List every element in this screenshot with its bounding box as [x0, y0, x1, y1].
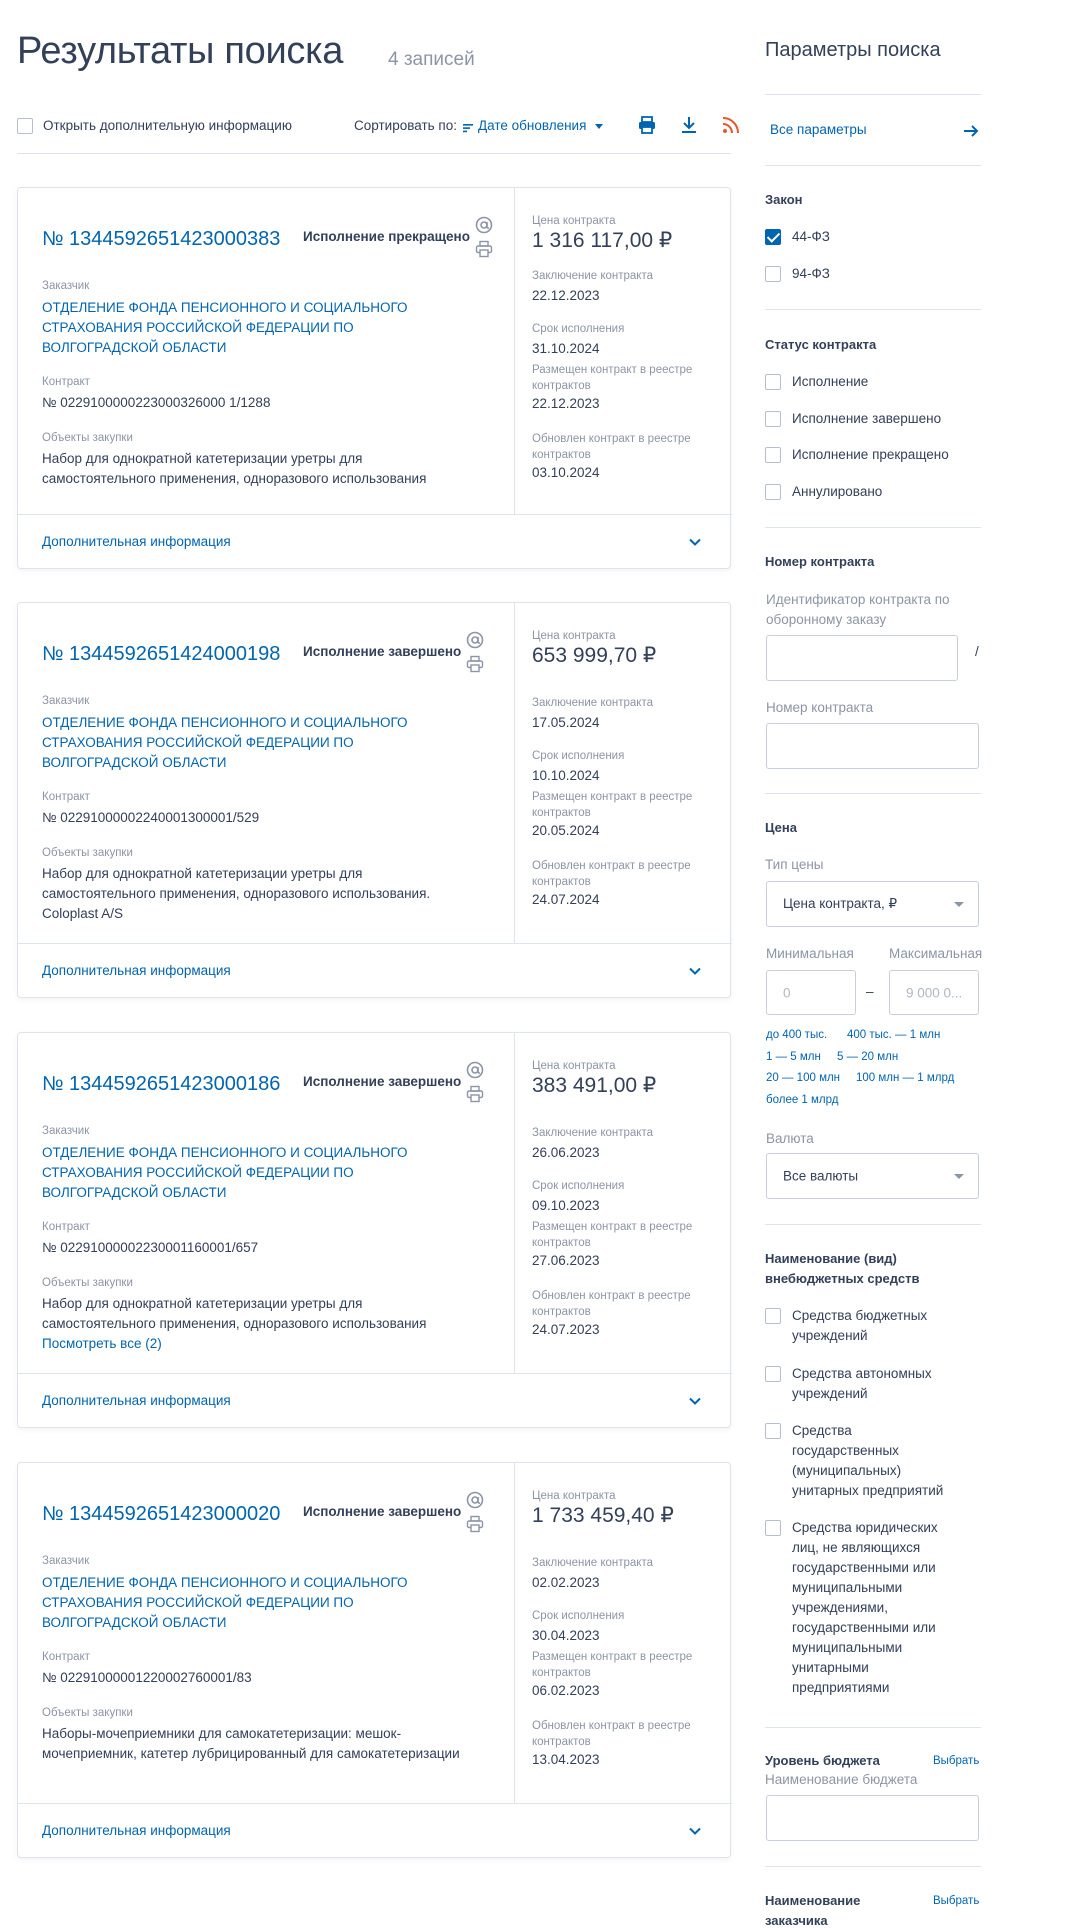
- all-params-link[interactable]: Все параметры: [770, 122, 867, 137]
- print-icon[interactable]: [475, 240, 493, 258]
- funds-option: Средства бюджетных учреждений: [792, 1308, 928, 1343]
- chevron-down-icon[interactable]: [688, 964, 702, 978]
- min-price-placeholder: 0: [783, 985, 791, 1000]
- price-value: 1 316 117,00 ₽: [532, 229, 673, 252]
- max-price-input[interactable]: [889, 970, 979, 1015]
- more-info-toggle[interactable]: Дополнительная информация: [42, 1393, 231, 1408]
- chevron-down-icon[interactable]: [688, 1824, 702, 1838]
- status-option: Исполнение прекращено: [792, 447, 949, 462]
- price-heading: Цена: [765, 820, 797, 835]
- customer-label: Заказчик: [42, 280, 90, 292]
- chevron-down-icon: [954, 902, 964, 907]
- card-footer[interactable]: [18, 943, 732, 999]
- price-label: Цена контракта: [532, 1490, 616, 1502]
- term-label: Срок исполнения: [532, 1610, 625, 1622]
- download-icon[interactable]: [679, 115, 699, 135]
- status-badge: Исполнение завершено: [303, 644, 462, 659]
- price-type-value: Цена контракта, ₽: [783, 896, 898, 911]
- email-icon[interactable]: [466, 1061, 484, 1079]
- arrow-right-icon[interactable]: [962, 122, 980, 140]
- funds-option: Средства государственных (муниципальных) унитарных предприятий: [792, 1423, 944, 1498]
- status-checkbox[interactable]: [765, 484, 781, 500]
- law-44-checkbox[interactable]: [765, 229, 781, 245]
- updated-date: 03.10.2024: [532, 465, 600, 480]
- divider: [765, 309, 981, 310]
- conclusion-date: 02.02.2023: [532, 1575, 600, 1590]
- objects-value: Набор для однократной катетеризации уретры для самостоятельного применения, одноразового использования: [42, 451, 427, 486]
- divider: [765, 793, 981, 794]
- law-heading: Закон: [765, 192, 803, 207]
- term-date: 09.10.2023: [532, 1198, 600, 1213]
- customer-label: Заказчик: [42, 695, 90, 707]
- contract-value: № 02291000002240001300001/529: [42, 810, 260, 825]
- print-icon[interactable]: [466, 1085, 484, 1103]
- email-icon[interactable]: [466, 1491, 484, 1509]
- divider: [765, 165, 981, 166]
- contract-card: [17, 1462, 731, 1858]
- contract-label: Контракт: [42, 1651, 90, 1663]
- price-range-chip[interactable]: более 1 млрд: [766, 1094, 839, 1106]
- contract-number-heading: Номер контракта: [765, 554, 875, 569]
- results-toolbar: [17, 112, 731, 154]
- conclusion-label: Заключение контракта: [532, 697, 653, 709]
- email-icon[interactable]: [466, 631, 484, 649]
- price-value: 383 491,00 ₽: [532, 1074, 657, 1097]
- conclusion-label: Заключение контракта: [532, 1557, 653, 1569]
- chevron-down-icon[interactable]: [688, 535, 702, 549]
- funds-checkbox[interactable]: [765, 1520, 781, 1536]
- objects-label: Объекты закупки: [42, 1707, 133, 1719]
- divider: [765, 94, 981, 95]
- currency-label: Валюта: [766, 1131, 814, 1146]
- range-dash: –: [866, 984, 874, 999]
- posted-date: 06.02.2023: [532, 1683, 600, 1698]
- customer-link[interactable]: ОТДЕЛЕНИЕ ФОНДА ПЕНСИОННОГО И СОЦИАЛЬНОГО СТРАХОВАНИЯ РОССИЙСКОЙ ФЕДЕРАЦИИ ПО ВОЛГОГРАДСКОЙ ОБЛАСТИ: [42, 1575, 408, 1630]
- currency-select[interactable]: [766, 1153, 979, 1199]
- contract-number-link[interactable]: № 1344592651423000020: [42, 1503, 281, 1525]
- funds-checkbox[interactable]: [765, 1423, 781, 1439]
- customer-label: Заказчик: [42, 1125, 90, 1137]
- max-price-placeholder: 9 000 0...: [906, 985, 963, 1000]
- objects-label: Объекты закупки: [42, 1277, 133, 1289]
- price-range-chip[interactable]: 5 — 20 млн: [837, 1051, 899, 1063]
- contract-number-link[interactable]: № 1344592651423000383: [42, 228, 281, 250]
- more-info-toggle[interactable]: Дополнительная информация: [42, 534, 231, 549]
- price-type-select[interactable]: [766, 881, 979, 927]
- contract-label: Контракт: [42, 791, 90, 803]
- customer-link[interactable]: ОТДЕЛЕНИЕ ФОНДА ПЕНСИОННОГО И СОЦИАЛЬНОГО СТРАХОВАНИЯ РОССИЙСКОЙ ФЕДЕРАЦИИ ПО ВОЛГОГРАДСКОЙ ОБЛАСТИ: [42, 715, 408, 770]
- defense-id-label: Идентификатор контракта по оборонному заказу: [766, 592, 950, 627]
- term-label: Срок исполнения: [532, 750, 625, 762]
- term-date: 10.10.2024: [532, 768, 600, 783]
- budget-name-input[interactable]: [766, 1795, 979, 1841]
- status-heading: Статус контракта: [765, 337, 877, 352]
- contract-label: Контракт: [42, 376, 90, 388]
- posted-label: Размещен контракт в реестре контрактов: [532, 364, 693, 392]
- term-label: Срок исполнения: [532, 323, 625, 335]
- see-all-link[interactable]: Посмотреть все (2): [42, 1336, 162, 1351]
- print-icon[interactable]: [466, 655, 484, 673]
- max-price-label: Максимальная: [889, 946, 983, 961]
- print-icon[interactable]: [466, 1515, 484, 1533]
- conclusion-date: 17.05.2024: [532, 715, 600, 730]
- term-date: 30.04.2023: [532, 1628, 600, 1643]
- posted-date: 20.05.2024: [532, 823, 600, 838]
- updated-date: 24.07.2023: [532, 1322, 600, 1337]
- sort-label: Сортировать по:: [354, 118, 457, 133]
- conclusion-date: 22.12.2023: [532, 288, 600, 303]
- conclusion-date: 26.06.2023: [532, 1145, 600, 1160]
- divider: [765, 527, 981, 528]
- contract-number-link[interactable]: № 1344592651424000198: [42, 643, 281, 665]
- term-label: Срок исполнения: [532, 1180, 625, 1192]
- customer-heading: Наименование заказчика: [765, 1893, 861, 1928]
- customer-label: Заказчик: [42, 1555, 90, 1567]
- price-range-chip[interactable]: 20 — 100 млн: [766, 1072, 841, 1084]
- funds-option: Средства юридических лиц, не являющихся государственными или муниципальными учреждениями, государственными или муниципальными унитарными предприятиями: [792, 1520, 938, 1695]
- slash-separator: /: [975, 644, 979, 659]
- sidebar-title: Параметры поиска: [765, 39, 941, 61]
- currency-value: Все валюты: [783, 1168, 859, 1184]
- budget-name-label: Наименование бюджета: [765, 1772, 918, 1787]
- funds-option: Средства автономных учреждений: [792, 1366, 932, 1401]
- price-range-chip[interactable]: 400 тыс. — 1 млн: [847, 1029, 941, 1041]
- law-94-checkbox[interactable]: [765, 266, 781, 282]
- contract-label: Контракт: [42, 1221, 90, 1233]
- contract-card: [17, 187, 731, 569]
- contract-card: [17, 1032, 731, 1428]
- posted-date: 27.06.2023: [532, 1253, 600, 1268]
- chevron-down-icon[interactable]: [688, 1394, 702, 1408]
- status-option: Исполнение завершено: [792, 411, 942, 426]
- updated-date: 24.07.2024: [532, 892, 600, 907]
- rss-icon[interactable]: [721, 115, 741, 135]
- price-label: Цена контракта: [532, 630, 616, 642]
- card-footer[interactable]: [18, 514, 732, 570]
- funds-checkbox[interactable]: [765, 1308, 781, 1324]
- price-type-label: Тип цены: [765, 857, 824, 872]
- price-label: Цена контракта: [532, 1060, 616, 1072]
- contract-value: № 0229100000223000326000 1/1288: [42, 395, 271, 410]
- budget-heading: Уровень бюджета: [765, 1753, 880, 1768]
- extra-info-checkbox[interactable]: [17, 118, 33, 134]
- divider: [765, 1224, 981, 1225]
- status-option: Аннулировано: [792, 484, 883, 499]
- funds-checkbox[interactable]: [765, 1366, 781, 1382]
- updated-label: Обновлен контракт в реестре контрактов: [532, 860, 691, 888]
- contract-number-input[interactable]: [766, 723, 979, 769]
- extra-info-label: Открыть дополнительную информацию: [43, 118, 292, 133]
- price-value: 1 733 459,40 ₽: [532, 1504, 674, 1527]
- law-option: 44-ФЗ: [792, 229, 830, 244]
- chevron-down-icon: [954, 1174, 964, 1179]
- posted-label: Размещен контракт в реестре контрактов: [532, 1651, 693, 1679]
- price-value: 653 999,70 ₽: [532, 644, 657, 667]
- term-date: 31.10.2024: [532, 341, 600, 356]
- print-icon[interactable]: [637, 115, 657, 135]
- more-info-toggle[interactable]: Дополнительная информация: [42, 963, 231, 978]
- price-range-chip[interactable]: 1 — 5 млн: [766, 1051, 821, 1063]
- contract-number-link[interactable]: № 1344592651423000186: [42, 1073, 281, 1095]
- status-checkbox[interactable]: [765, 374, 781, 390]
- updated-label: Обновлен контракт в реестре контрактов: [532, 1290, 691, 1318]
- sort-select[interactable]: Дате обновления: [478, 118, 587, 133]
- updated-date: 13.04.2023: [532, 1752, 600, 1767]
- budget-choose-link[interactable]: Выбрать: [933, 1755, 980, 1767]
- card-footer[interactable]: [18, 1373, 732, 1429]
- objects-label: Объекты закупки: [42, 432, 133, 444]
- contract-card: [17, 602, 731, 998]
- contract-number-label: Номер контракта: [766, 700, 874, 715]
- updated-label: Обновлен контракт в реестре контрактов: [532, 433, 691, 461]
- sort-icon: [463, 120, 473, 130]
- contract-value: № 02291000002230001160001/657: [42, 1240, 259, 1255]
- results-count: 4 записей: [388, 49, 475, 70]
- card-footer[interactable]: [18, 1803, 732, 1859]
- status-badge: Исполнение завершено: [303, 1504, 462, 1519]
- status-checkbox[interactable]: [765, 447, 781, 463]
- price-range-chip[interactable]: 100 млн — 1 млрд: [856, 1072, 955, 1084]
- customer-link[interactable]: ОТДЕЛЕНИЕ ФОНДА ПЕНСИОННОГО И СОЦИАЛЬНОГО СТРАХОВАНИЯ РОССИЙСКОЙ ФЕДЕРАЦИИ ПО ВОЛГОГРАДСКОЙ ОБЛАСТИ: [42, 300, 408, 355]
- divider: [765, 1866, 981, 1867]
- posted-label: Размещен контракт в реестре контрактов: [532, 791, 693, 819]
- page-title: Результаты поиска: [17, 30, 344, 72]
- contract-value: № 02291000001220002760001/83: [42, 1670, 252, 1685]
- posted-label: Размещен контракт в реестре контрактов: [532, 1221, 693, 1249]
- status-option: Исполнение: [792, 374, 869, 389]
- defense-id-input[interactable]: [766, 635, 958, 681]
- price-label: Цена контракта: [532, 215, 616, 227]
- chevron-down-icon: [595, 124, 603, 129]
- divider: [765, 1727, 981, 1728]
- updated-label: Обновлен контракт в реестре контрактов: [532, 1720, 691, 1748]
- objects-label: Объекты закупки: [42, 847, 133, 859]
- price-range-chip[interactable]: до 400 тыс.: [766, 1029, 828, 1041]
- customer-link[interactable]: ОТДЕЛЕНИЕ ФОНДА ПЕНСИОННОГО И СОЦИАЛЬНОГО СТРАХОВАНИЯ РОССИЙСКОЙ ФЕДЕРАЦИИ ПО ВОЛГОГРАДСКОЙ ОБЛАСТИ: [42, 1145, 408, 1200]
- min-price-input[interactable]: [766, 970, 856, 1015]
- funds-heading: Наименование (вид) внебюджетных средств: [765, 1251, 920, 1286]
- conclusion-label: Заключение контракта: [532, 1127, 653, 1139]
- status-checkbox[interactable]: [765, 411, 781, 427]
- email-icon[interactable]: [475, 216, 493, 234]
- min-price-label: Минимальная: [766, 946, 854, 961]
- posted-date: 22.12.2023: [532, 396, 600, 411]
- objects-value: Наборы-мочеприемники для самокатетеризации: мешок-мочеприемник, катетер лубрицированный для самокатетеризации: [42, 1726, 460, 1761]
- customer-choose-link[interactable]: Выбрать: [933, 1895, 980, 1907]
- objects-value: Набор для однократной катетеризации уретры для самостоятельного применения, одноразового использования. Coloplast A/S: [42, 866, 431, 921]
- more-info-toggle[interactable]: Дополнительная информация: [42, 1823, 231, 1838]
- law-option: 94-ФЗ: [792, 266, 830, 281]
- objects-value: Набор для однократной катетеризации уретры для самостоятельного применения, одноразового использования: [42, 1296, 427, 1331]
- status-badge: Исполнение прекращено: [303, 229, 470, 244]
- conclusion-label: Заключение контракта: [532, 270, 653, 282]
- status-badge: Исполнение завершено: [303, 1074, 462, 1089]
